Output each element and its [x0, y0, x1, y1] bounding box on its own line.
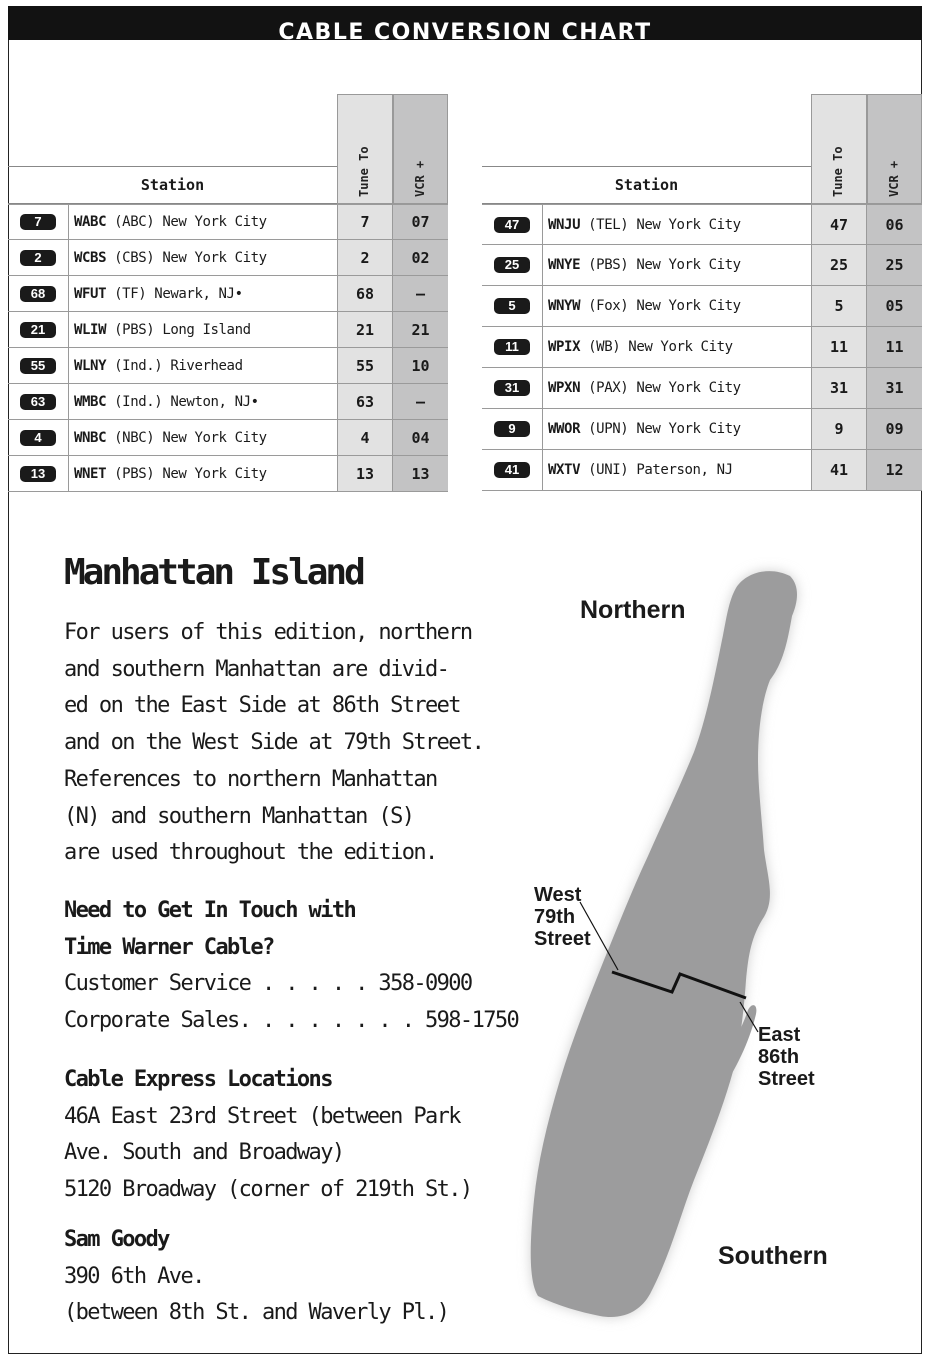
table-row	[8, 276, 448, 312]
station-name	[548, 298, 741, 314]
intro-line: and on the West Side at 79th Street.	[64, 730, 484, 756]
station-call-sign: WCBS	[74, 249, 107, 266]
station-header: Station	[482, 166, 811, 204]
tune-to-value: 21	[337, 312, 393, 347]
vcr-plus-value: 25	[867, 245, 922, 285]
station-details: (PAX) New York City	[580, 380, 741, 396]
station-details: (PBS) New York City	[580, 257, 741, 273]
station-details: (CBS) New York City	[106, 249, 267, 266]
east-86th-label: East 86th Street	[758, 1024, 815, 1090]
station-details: (UNI) Paterson, NJ	[580, 462, 733, 478]
channel-badge-cell	[8, 420, 69, 455]
address-line: (between 8th St. and Waverly Pl.)	[64, 1300, 449, 1326]
manhattan-title: Manhattan Island	[64, 552, 363, 593]
channel-badge: 9	[494, 421, 530, 437]
vcr-plus-value: 02	[393, 240, 448, 275]
station-name	[74, 358, 243, 374]
intro-line: ed on the East Side at 86th Street	[64, 693, 460, 719]
contact-heading: Time Warner Cable?	[64, 934, 274, 960]
contact-heading: Need to Get In Touch with	[64, 898, 356, 923]
channel-badge-cell	[8, 312, 69, 347]
channel-badge-cell	[8, 384, 69, 419]
vcr-plus-value: 05	[867, 286, 922, 326]
table-row	[482, 409, 922, 450]
station-call-sign: WWOR	[548, 421, 581, 437]
tune-to-value: 4	[337, 420, 393, 455]
northern-label: Northern	[580, 596, 686, 624]
southern-label: Southern	[718, 1242, 828, 1270]
station-header: Station	[8, 166, 337, 204]
station-call-sign: WLNY	[74, 357, 107, 374]
station-name	[548, 380, 741, 396]
channel-badge: 5	[494, 298, 530, 314]
tune-to-value: 41	[811, 450, 867, 490]
channel-badge-cell	[8, 240, 69, 275]
vcr-plus-header: VCR +	[393, 94, 448, 204]
table-row	[482, 327, 922, 368]
channel-badge: 41	[494, 462, 530, 478]
vcr-plus-value: 12	[867, 450, 922, 490]
vcr-plus-value: 07	[393, 205, 448, 239]
station-details: (UPN) New York City	[580, 421, 741, 437]
table-row	[8, 456, 448, 492]
channel-badge: 68	[20, 286, 56, 302]
station-name	[74, 430, 267, 446]
channel-badge-cell	[8, 456, 69, 491]
address-line: Ave. South and Broadway)	[64, 1140, 344, 1166]
channel-badge-cell	[482, 205, 543, 244]
tune-to-value: 9	[811, 409, 867, 449]
station-call-sign: WNET	[74, 465, 107, 482]
station-call-sign: WABC	[74, 214, 107, 230]
station-call-sign: WNJU	[548, 216, 581, 233]
vcr-plus-value: 11	[867, 327, 922, 367]
channel-badge: 55	[20, 358, 56, 374]
table-row	[482, 245, 922, 286]
station-name	[74, 466, 267, 482]
channel-badge: 7	[20, 214, 56, 230]
intro-line: References to northern Manhattan	[64, 766, 437, 792]
vcr-plus-value: 10	[393, 348, 448, 383]
vcr-plus-header: VCR +	[867, 94, 922, 204]
channel-badge-cell	[8, 276, 69, 311]
station-name	[548, 339, 733, 355]
channel-badge: 4	[20, 430, 56, 446]
tune-to-value: 68	[337, 276, 393, 311]
table-row	[482, 286, 922, 327]
channel-badge-cell	[8, 348, 69, 383]
left-channel-table	[8, 94, 448, 492]
station-details: (Fox) New York City	[580, 298, 741, 314]
vcr-plus-value: 04	[393, 420, 448, 455]
tune-to-value: 63	[337, 384, 393, 419]
channel-badge-cell	[482, 286, 543, 326]
west-79th-label: West 79th Street	[534, 884, 591, 950]
station-call-sign: WPIX	[548, 339, 581, 355]
channel-badge: 31	[494, 380, 530, 396]
channel-badge: 21	[20, 322, 56, 338]
tune-to-value: 2	[337, 240, 393, 275]
station-name	[74, 250, 267, 266]
station-details: (NBC) New York City	[106, 429, 267, 446]
address-line: 390 6th Ave.	[64, 1263, 204, 1289]
table-row	[8, 348, 448, 384]
manhattan-map	[500, 540, 920, 1340]
channel-badge-cell	[482, 368, 543, 408]
manhattan-intro	[64, 615, 484, 872]
vcr-plus-value: –	[393, 276, 448, 311]
tune-to-value: 5	[811, 286, 867, 326]
station-details: (PBS) Long Island	[106, 321, 251, 338]
address-line: 46A East 23rd Street (between Park	[64, 1103, 460, 1129]
vcr-plus-value: –	[393, 384, 448, 419]
table-row	[8, 312, 448, 348]
station-name	[74, 286, 243, 302]
vcr-plus-value: 06	[867, 205, 922, 244]
right-channel-table	[482, 94, 922, 492]
channel-badge: 13	[20, 466, 56, 482]
sam-goody-heading: Sam Goody	[64, 1227, 169, 1252]
table-row	[482, 368, 922, 409]
station-name	[74, 214, 267, 230]
vcr-plus-value: 13	[393, 456, 448, 491]
cable-express-block	[64, 1062, 484, 1209]
vcr-plus-value: 31	[867, 368, 922, 408]
station-call-sign: WNYW	[548, 298, 581, 314]
intro-line: For users of this edition, northern	[64, 620, 472, 645]
intro-line: (N) and southern Manhattan (S)	[64, 803, 414, 829]
channel-badge: 25	[494, 257, 530, 273]
tune-to-value: 25	[811, 245, 867, 285]
intro-line: and southern Manhattan are divid-	[64, 656, 449, 682]
channel-badge-cell	[482, 409, 543, 449]
channel-badge: 47	[494, 217, 530, 233]
station-name	[74, 394, 259, 410]
contact-block	[64, 893, 519, 1040]
station-call-sign: WLIW	[74, 321, 107, 338]
vcr-plus-value: 09	[867, 409, 922, 449]
tune-to-value: 13	[337, 456, 393, 491]
chart-header	[8, 6, 922, 40]
station-details: (Ind.) Riverhead	[106, 357, 243, 374]
tune-to-value: 47	[811, 205, 867, 244]
station-call-sign: WPXN	[548, 380, 581, 396]
tune-to-value: 7	[337, 205, 393, 239]
station-call-sign: WNBC	[74, 429, 107, 446]
channel-badge-cell	[8, 205, 69, 239]
channel-badge: 63	[20, 394, 56, 410]
channel-badge-cell	[482, 327, 543, 367]
table-row	[8, 204, 448, 240]
vcr-plus-value: 21	[393, 312, 448, 347]
channel-badge-cell	[482, 245, 543, 285]
station-details: (Ind.) Newton, NJ•	[106, 393, 259, 410]
channel-badge: 11	[494, 339, 530, 355]
station-name	[548, 421, 741, 437]
intro-line: are used throughout the edition.	[64, 840, 437, 866]
sam-goody-block	[64, 1222, 484, 1332]
station-call-sign: WNYE	[548, 257, 581, 273]
customer-service-line: Customer Service . . . . . 358-0900	[64, 971, 472, 997]
station-name	[548, 217, 741, 233]
channel-badge-cell	[482, 450, 543, 490]
chart-title: CABLE CONVERSION CHART	[278, 20, 652, 40]
station-name	[548, 257, 741, 273]
station-name	[74, 322, 251, 338]
station-details: (PBS) New York City	[106, 465, 267, 482]
cable-express-heading: Cable Express Locations	[64, 1067, 332, 1092]
tune-to-value: 11	[811, 327, 867, 367]
station-details: (TF) Newark, NJ•	[106, 285, 243, 302]
station-call-sign: WMBC	[74, 393, 107, 410]
station-name	[548, 462, 733, 478]
table-row	[482, 204, 922, 245]
station-details: (TEL) New York City	[580, 216, 741, 233]
tune-to-header: Tune To	[811, 94, 867, 204]
tune-to-value: 55	[337, 348, 393, 383]
station-details: (ABC) New York City	[106, 214, 267, 230]
table-row	[8, 384, 448, 420]
address-line: 5120 Broadway (corner of 219th St.)	[64, 1177, 472, 1203]
table-row	[482, 450, 922, 491]
station-call-sign: WFUT	[74, 285, 107, 302]
table-row	[8, 420, 448, 456]
channel-badge: 2	[20, 250, 56, 266]
tune-to-value: 31	[811, 368, 867, 408]
station-call-sign: WXTV	[548, 462, 581, 478]
station-details: (WB) New York City	[580, 339, 733, 355]
corporate-sales-line: Corporate Sales. . . . . . . . 598-1750	[64, 1008, 519, 1034]
table-row	[8, 240, 448, 276]
tune-to-header: Tune To	[337, 94, 393, 204]
